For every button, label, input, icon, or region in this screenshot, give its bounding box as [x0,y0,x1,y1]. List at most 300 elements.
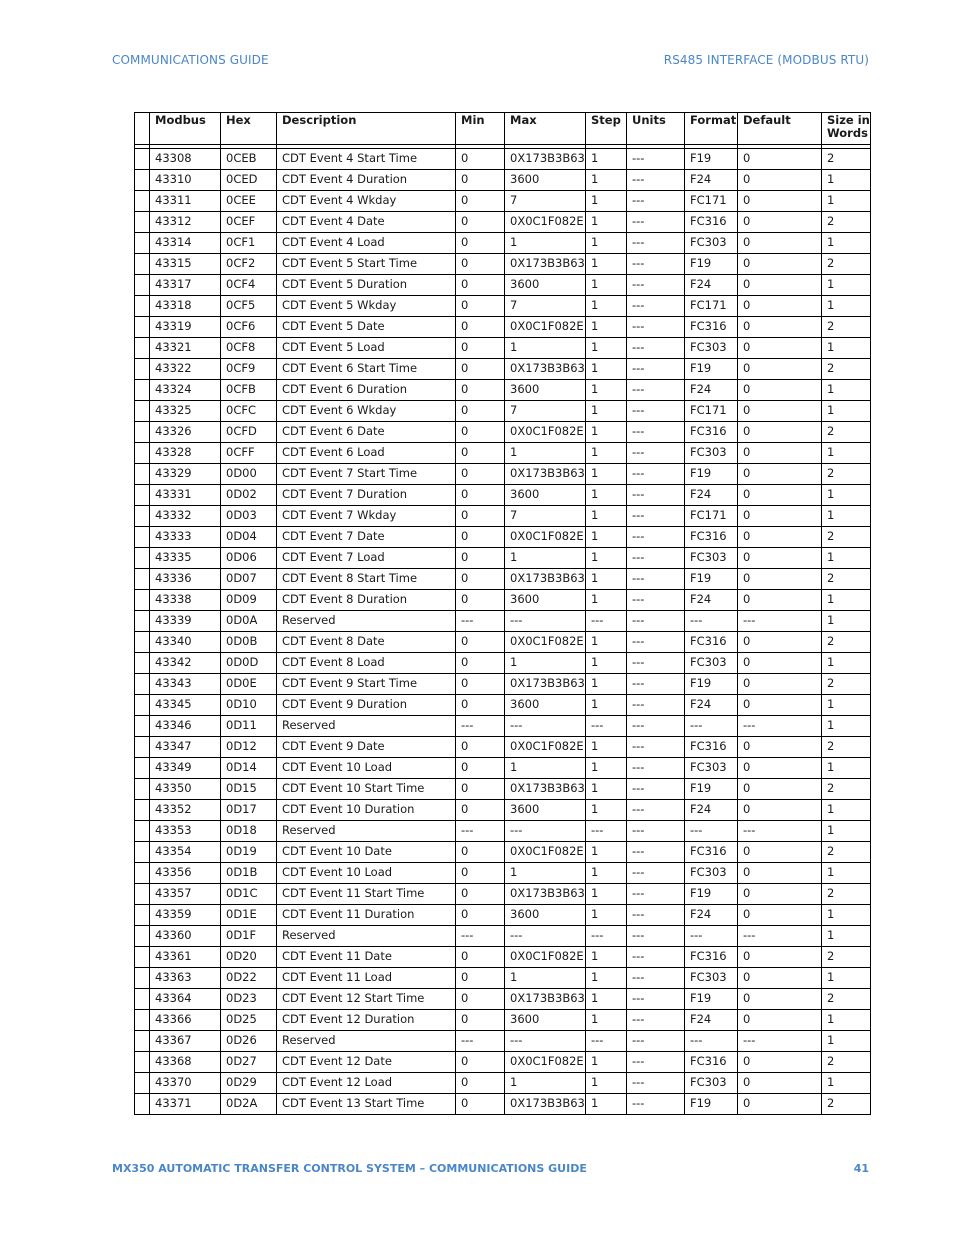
table-cell: 0 [456,212,505,233]
row-gutter [135,632,150,653]
row-gutter [135,1031,150,1052]
table-cell: FC316 [685,212,738,233]
table-cell: 0 [456,674,505,695]
table-cell: --- [627,1094,685,1115]
table-cell: 43340 [150,632,221,653]
table-cell: 0 [738,737,822,758]
table-cell: 43339 [150,611,221,632]
table-cell: 1 [586,317,627,338]
table-cell: FC171 [685,401,738,422]
table-cell: 0X173B3B63 [505,464,586,485]
table-cell: 3600 [505,485,586,506]
table-cell: --- [627,1052,685,1073]
table-cell: FC303 [685,443,738,464]
table-cell: CDT Event 6 Wkday [277,401,456,422]
table-cell: 2 [822,779,871,800]
table-cell: 0D19 [221,842,277,863]
table-row [135,254,871,275]
table-cell: 0 [456,233,505,254]
table-cell: FC303 [685,968,738,989]
table-cell: --- [627,149,685,170]
table-cell: FC171 [685,296,738,317]
table-cell: 1 [822,695,871,716]
table-row [135,170,871,191]
table-cell: 0CF4 [221,275,277,296]
table-cell: 43361 [150,947,221,968]
table-cell: 43328 [150,443,221,464]
table-cell: 1 [586,380,627,401]
table-cell: 0 [738,989,822,1010]
table-cell: --- [586,716,627,737]
table-cell: 2 [822,464,871,485]
table-cell: --- [586,821,627,842]
table-cell: 0X0C1F082E [505,212,586,233]
table-row [135,443,871,464]
table-row [135,569,871,590]
table-cell: 0 [456,758,505,779]
row-gutter [135,1073,150,1094]
footer-title: MX350 AUTOMATIC TRANSFER CONTROL SYSTEM – COMMUNICATIONS GUIDE [112,1162,587,1175]
table-cell: FC316 [685,842,738,863]
table-cell: 0CF5 [221,296,277,317]
row-gutter [135,548,150,569]
table-row [135,779,871,800]
row-gutter [135,338,150,359]
table-cell: FC316 [685,632,738,653]
table-row [135,632,871,653]
table-cell: 0D23 [221,989,277,1010]
table-cell: 43354 [150,842,221,863]
row-gutter [135,1094,150,1115]
table-cell: 0 [456,149,505,170]
table-cell: --- [627,758,685,779]
table-cell: 1 [822,821,871,842]
table-cell: CDT Event 10 Date [277,842,456,863]
table-cell: --- [627,191,685,212]
table-cell: 0D1B [221,863,277,884]
table-row [135,968,871,989]
table-cell: 0 [738,968,822,989]
column-header: Hex [221,113,277,145]
table-cell: 1 [822,611,871,632]
table-cell: 1 [586,800,627,821]
table-cell: 0D0A [221,611,277,632]
table-cell: --- [627,422,685,443]
table-cell: 2 [822,254,871,275]
table-cell: CDT Event 7 Date [277,527,456,548]
table-cell: 0X173B3B63 [505,359,586,380]
table-cell: 1 [586,1094,627,1115]
table-cell: --- [627,254,685,275]
page-number: 41 [853,1162,869,1175]
table-cell: CDT Event 8 Date [277,632,456,653]
table-row [135,863,871,884]
table-cell: 0 [738,485,822,506]
table-cell: 1 [822,1073,871,1094]
table-cell: --- [627,548,685,569]
table-row [135,1031,871,1052]
table-cell: 0CF2 [221,254,277,275]
table-cell: FC171 [685,191,738,212]
table-cell: 2 [822,884,871,905]
table-cell: 0 [456,443,505,464]
table-cell: CDT Event 13 Start Time [277,1094,456,1115]
table-cell: 0X0C1F082E [505,947,586,968]
table-row [135,674,871,695]
table-cell: FC303 [685,1073,738,1094]
table-cell: 1 [505,863,586,884]
table-cell: --- [505,611,586,632]
table-cell: 1 [586,632,627,653]
table-cell: --- [586,926,627,947]
table-cell: 1 [586,758,627,779]
table-cell: 0D25 [221,1010,277,1031]
table-cell: 43360 [150,926,221,947]
row-gutter [135,842,150,863]
table-cell: --- [627,611,685,632]
table-cell: 1 [586,359,627,380]
table-cell: 0X173B3B63 [505,779,586,800]
table-cell: CDT Event 10 Duration [277,800,456,821]
table-cell: 0X0C1F082E [505,842,586,863]
table-cell: 43366 [150,1010,221,1031]
table-cell: 2 [822,422,871,443]
row-gutter [135,401,150,422]
table-cell: 3600 [505,1010,586,1031]
table-cell: 7 [505,401,586,422]
table-cell: --- [627,590,685,611]
table-cell: 0CFD [221,422,277,443]
table-cell: CDT Event 4 Wkday [277,191,456,212]
table-cell: 0D29 [221,1073,277,1094]
table-cell: 1 [586,464,627,485]
table-cell: 43318 [150,296,221,317]
table-cell: CDT Event 4 Date [277,212,456,233]
table-cell: 0 [738,212,822,233]
table-cell: 0X173B3B63 [505,254,586,275]
row-gutter [135,611,150,632]
row-gutter [135,590,150,611]
table-cell: --- [627,653,685,674]
table-cell: --- [456,926,505,947]
table-cell: 43345 [150,695,221,716]
table-cell: --- [627,464,685,485]
table-cell: 0 [456,989,505,1010]
table-cell: --- [627,506,685,527]
table-cell: 0 [456,1073,505,1094]
table-cell: --- [627,443,685,464]
table-cell: 0 [738,464,822,485]
table-cell: CDT Event 6 Start Time [277,359,456,380]
table-cell: CDT Event 6 Duration [277,380,456,401]
table-cell: 43349 [150,758,221,779]
table-cell: 7 [505,506,586,527]
table-row [135,149,871,170]
table-cell: --- [627,380,685,401]
table-cell: 0 [738,170,822,191]
table-cell: 43363 [150,968,221,989]
table-cell: --- [627,926,685,947]
row-gutter [135,779,150,800]
table-cell: FC316 [685,1052,738,1073]
table-cell: 0 [738,527,822,548]
table-cell: 0 [738,401,822,422]
row-gutter [135,1052,150,1073]
column-header: Max [505,113,586,145]
table-cell: 0 [738,338,822,359]
table-cell: F24 [685,170,738,191]
table-cell: F24 [685,905,738,926]
table-cell: --- [505,821,586,842]
table-cell: 3600 [505,695,586,716]
column-header: Size in Words [822,113,871,145]
table-row [135,1094,871,1115]
table-cell: Reserved [277,1031,456,1052]
table-row [135,338,871,359]
table-cell: 1 [586,296,627,317]
table-cell: 1 [586,968,627,989]
table-row [135,947,871,968]
table-cell: CDT Event 11 Duration [277,905,456,926]
table-cell: 1 [586,254,627,275]
table-cell: CDT Event 9 Start Time [277,674,456,695]
table-cell: 0 [738,296,822,317]
table-cell: --- [627,1031,685,1052]
table-cell: 0 [456,737,505,758]
table-cell: FC303 [685,653,738,674]
table-cell: 1 [586,905,627,926]
table-cell: --- [456,716,505,737]
table-cell: 43343 [150,674,221,695]
table-cell: CDT Event 11 Start Time [277,884,456,905]
table-cell: 1 [822,275,871,296]
table-cell: 1 [586,548,627,569]
row-gutter [135,212,150,233]
table-cell: 1 [586,401,627,422]
running-header-left: COMMUNICATIONS GUIDE [112,53,269,67]
table-cell: FC303 [685,233,738,254]
row-gutter [135,359,150,380]
table-cell: 2 [822,1094,871,1115]
table-cell: --- [627,863,685,884]
row-gutter [135,380,150,401]
table-cell: CDT Event 5 Load [277,338,456,359]
table-cell: --- [456,611,505,632]
table-cell: --- [456,821,505,842]
table-cell: 1 [586,947,627,968]
table-cell: F24 [685,800,738,821]
table-cell: 0D12 [221,737,277,758]
table-row [135,1052,871,1073]
table-cell: 0 [456,842,505,863]
table-row [135,1010,871,1031]
table-cell: F19 [685,779,738,800]
table-cell: 0 [456,695,505,716]
row-gutter [135,716,150,737]
table-cell: CDT Event 12 Load [277,1073,456,1094]
table-cell: 2 [822,569,871,590]
table-cell: 1 [586,422,627,443]
table-cell: CDT Event 11 Load [277,968,456,989]
table-cell: 3600 [505,800,586,821]
table-cell: 2 [822,212,871,233]
table-cell: CDT Event 5 Date [277,317,456,338]
table-cell: CDT Event 8 Duration [277,590,456,611]
table-cell: 0CFF [221,443,277,464]
table-cell: 43350 [150,779,221,800]
table-cell: 43356 [150,863,221,884]
table-row [135,506,871,527]
row-gutter [135,863,150,884]
table-cell: 43308 [150,149,221,170]
table-cell: 0 [738,1010,822,1031]
table-cell: 0CF6 [221,317,277,338]
table-cell: 0D27 [221,1052,277,1073]
row-gutter [135,674,150,695]
table-cell: 3600 [505,380,586,401]
row-gutter [135,254,150,275]
table-cell: 0 [738,947,822,968]
table-cell: 1 [822,758,871,779]
table-cell: CDT Event 8 Start Time [277,569,456,590]
table-cell: 0 [456,968,505,989]
table-cell: 1 [505,1073,586,1094]
table-cell: CDT Event 8 Load [277,653,456,674]
table-cell: 0CEE [221,191,277,212]
table-cell: 1 [822,380,871,401]
table-row [135,695,871,716]
table-cell: 0 [456,401,505,422]
table-cell: FC316 [685,737,738,758]
table-cell: 43333 [150,527,221,548]
column-header: Description [277,113,456,145]
table-cell: CDT Event 4 Load [277,233,456,254]
table-cell: 3600 [505,275,586,296]
row-gutter [135,905,150,926]
table-cell: 0 [456,548,505,569]
table-row [135,527,871,548]
table-row [135,653,871,674]
row-gutter [135,422,150,443]
table-cell: 43325 [150,401,221,422]
table-cell: 43321 [150,338,221,359]
table-cell: 1 [505,653,586,674]
table-cell: 0 [456,254,505,275]
table-cell: CDT Event 12 Duration [277,1010,456,1031]
table-cell: 0 [738,506,822,527]
table-cell: Reserved [277,611,456,632]
table-cell: 0 [738,275,822,296]
table-cell: 0X173B3B63 [505,884,586,905]
modbus-register-table [134,112,871,1115]
table-cell: --- [627,968,685,989]
table-cell: 0 [456,590,505,611]
table-cell: 0D26 [221,1031,277,1052]
table-cell: F19 [685,1094,738,1115]
table-cell: 43338 [150,590,221,611]
table-cell: CDT Event 5 Duration [277,275,456,296]
table-cell: 0D0E [221,674,277,695]
table-cell: --- [627,695,685,716]
table-cell: 0X0C1F082E [505,422,586,443]
table-cell: 1 [822,401,871,422]
table-cell: 43368 [150,1052,221,1073]
table-cell: 1 [822,191,871,212]
table-row [135,548,871,569]
table-cell: 1 [586,338,627,359]
table-cell: --- [738,611,822,632]
table-cell: F24 [685,695,738,716]
row-gutter [135,443,150,464]
table-cell: --- [627,989,685,1010]
table-cell: 1 [586,275,627,296]
table-cell: 0 [738,653,822,674]
table-cell: 3600 [505,590,586,611]
table-cell: FC316 [685,317,738,338]
table-cell: --- [627,485,685,506]
table-cell: 0X0C1F082E [505,527,586,548]
table-cell: 0 [738,254,822,275]
table-cell: 0D15 [221,779,277,800]
table-cell: 43336 [150,569,221,590]
table-cell: --- [627,821,685,842]
table-cell: CDT Event 12 Start Time [277,989,456,1010]
table-cell: 43331 [150,485,221,506]
table-cell: 43364 [150,989,221,1010]
table-cell: F19 [685,884,738,905]
table-cell: 2 [822,527,871,548]
table-cell: FC171 [685,506,738,527]
table-cell: --- [627,212,685,233]
row-gutter [135,800,150,821]
table-cell: 1 [586,443,627,464]
table-cell: --- [627,359,685,380]
table-cell: 0D17 [221,800,277,821]
table-cell: FC316 [685,947,738,968]
table-cell: 43326 [150,422,221,443]
table-cell: --- [586,1031,627,1052]
table-cell: 1 [586,1052,627,1073]
table-cell: --- [627,569,685,590]
table-cell: 1 [822,968,871,989]
table-cell: 43359 [150,905,221,926]
table-row [135,422,871,443]
table-cell: 1 [586,653,627,674]
table-row [135,821,871,842]
row-gutter [135,191,150,212]
table-cell: 43312 [150,212,221,233]
table-cell: 1 [822,905,871,926]
table-cell: 2 [822,989,871,1010]
table-cell: CDT Event 11 Date [277,947,456,968]
table-cell: --- [627,296,685,317]
table-cell: 2 [822,317,871,338]
table-cell: 1 [822,1031,871,1052]
table-cell: --- [627,674,685,695]
table-cell: --- [627,842,685,863]
table-cell: --- [627,317,685,338]
table-cell: 0X0C1F082E [505,632,586,653]
table-cell: F19 [685,674,738,695]
table-cell: CDT Event 10 Load [277,863,456,884]
table-cell: --- [627,275,685,296]
row-gutter [135,296,150,317]
table-cell: 1 [586,485,627,506]
table-cell: 43346 [150,716,221,737]
table-row [135,275,871,296]
table-cell: 0D03 [221,506,277,527]
table-row [135,359,871,380]
